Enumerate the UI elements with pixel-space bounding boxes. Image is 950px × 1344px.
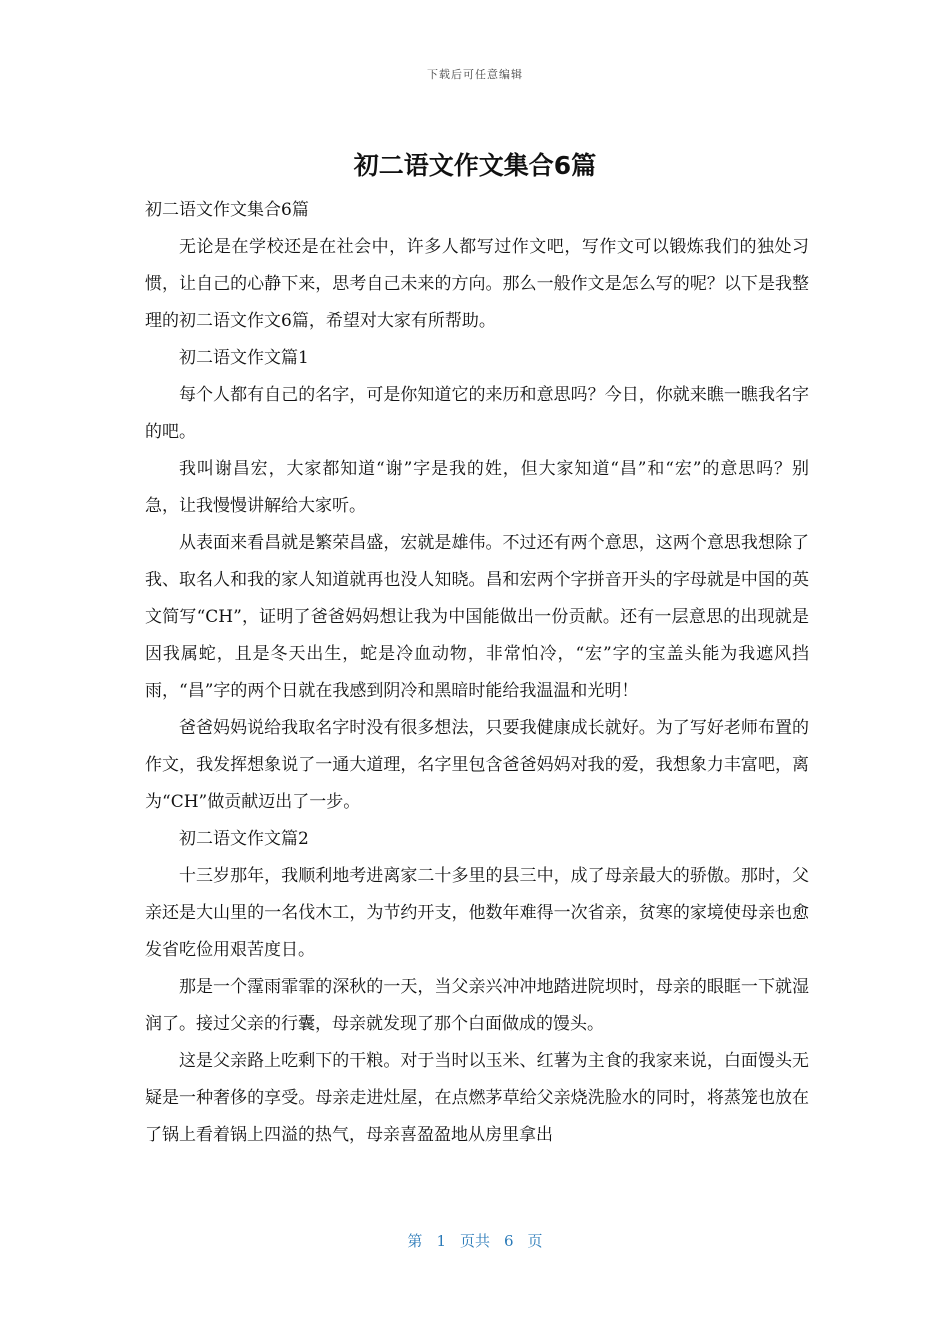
page-label-prefix: 第 [407, 1232, 423, 1250]
document-body [145, 192, 809, 1154]
paragraph: 从表面来看昌就是繁荣昌盛，宏就是雄伟。不过还有两个意思，这两个意思我想除了我、取名人和我的家人知道就再也没人知晓。昌和宏两个字拼音开头的字母就是中国的英文简写“CH”，证明了爸爸妈妈想让我为中国能做出一份贡献。还有一层意思的出现就是因我属蛇，且是冬天出生，蛇是冷血动物，非常怕冷，“宏”字的宝盖头能为我遮风挡雨，“昌”字的两个日就在我感到阴冷和黑暗时能给我温温和光明！ [145, 533, 809, 701]
header-note: 下载后可任意编辑 [427, 68, 523, 81]
total-pages-number: 6 [504, 1232, 514, 1250]
section-heading: 初二语文作文篇1 [179, 348, 309, 368]
document-subtitle: 初二语文作文集合6篇 [145, 200, 309, 220]
paragraph: 这是父亲路上吃剩下的干粮。对于当时以玉米、红薯为主食的我家来说，白面馒头无疑是一种奢侈的享受。母亲走进灶屋，在点燃茅草给父亲烧洗脸水的同时，将蒸笼也放在了锅上看着锅上四溢的热气，母亲喜盈盈地从房里拿出 [145, 1051, 809, 1145]
paragraph: 无论是在学校还是在社会中，许多人都写过作文吧，写作文可以锻炼我们的独处习惯，让自己的心静下来，思考自己未来的方向。那么一般作文是怎么写的呢？以下是我整理的初二语文作文6篇，希望对大家有所帮助。 [145, 237, 809, 331]
current-page-number: 1 [436, 1232, 446, 1250]
document-title: 初二语文作文集合6篇 [353, 151, 597, 180]
paragraph: 那是一个霪雨霏霏的深秋的一天，当父亲兴冲冲地踏进院坝时，母亲的眼眶一下就湿润了。接过父亲的行囊，母亲就发现了那个白面做成的馒头。 [145, 977, 809, 1034]
paragraph: 每个人都有自己的名字，可是你知道它的来历和意思吗？今日，你就来瞧一瞧我名字的吧。 [145, 385, 809, 442]
paragraph: 我叫谢昌宏，大家都知道“谢”字是我的姓，但大家知道“昌”和“宏”的意思吗？别急，让我慢慢讲解给大家听。 [145, 459, 809, 516]
page-footer [0, 1230, 950, 1251]
paragraph: 十三岁那年，我顺利地考进离家二十多里的县三中，成了母亲最大的骄傲。那时，父亲还是大山里的一名伐木工，为节约开支，他数年难得一次省亲，贫寒的家境使母亲也愈发省吃俭用艰苦度日。 [145, 866, 809, 960]
page-label-middle: 页共 [459, 1232, 490, 1250]
paragraph: 爸爸妈妈说给我取名字时没有很多想法，只要我健康成长就好。为了写好老师布置的作文，我发挥想象说了一通大道理，名字里包含爸爸妈妈对我的爱，我想象力丰富吧，离为“CH”做贡献迈出了一步。 [145, 718, 809, 812]
page-label-suffix: 页 [527, 1232, 543, 1250]
section-heading: 初二语文作文篇2 [179, 829, 309, 849]
